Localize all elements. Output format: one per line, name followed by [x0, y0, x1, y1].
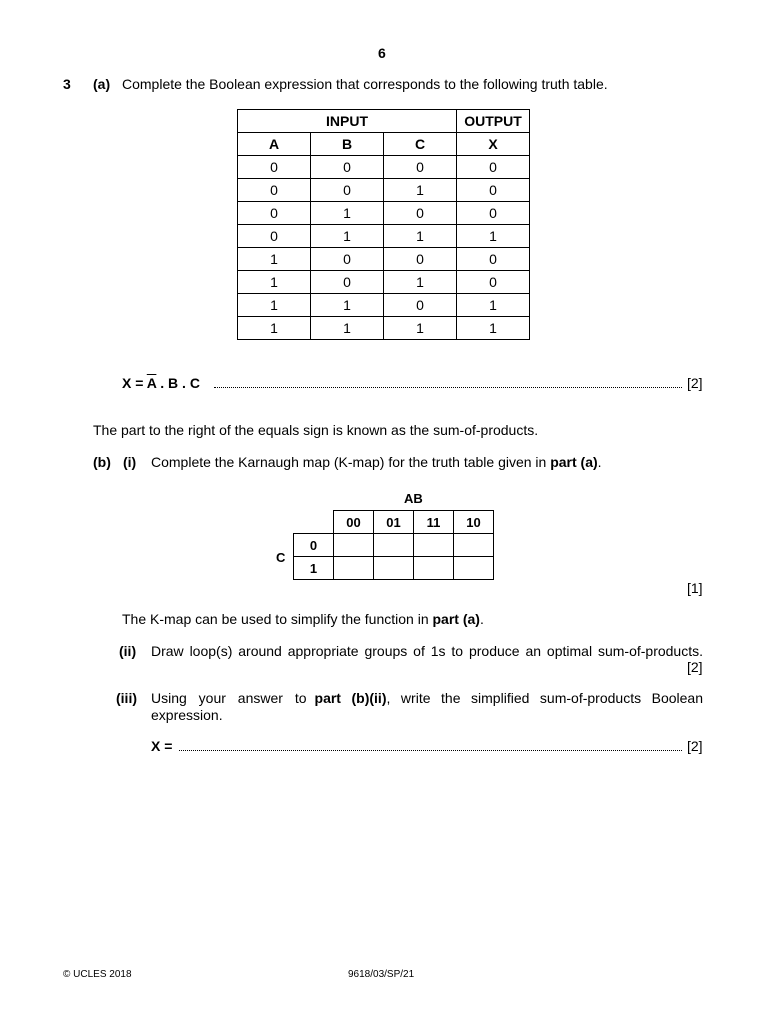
table-cell: 1	[384, 225, 457, 248]
kmap-note-bold: part (a)	[432, 611, 480, 627]
kmap-side-label: C	[276, 550, 286, 565]
truth-table-column-header	[238, 133, 530, 156]
part-b-label: (b)	[93, 454, 111, 470]
part-b-iii-line1-pre: Using your answer to	[151, 690, 307, 706]
kmap-header-row	[294, 511, 494, 534]
table-cell: 1	[457, 294, 530, 317]
column-header-b: B	[311, 133, 384, 156]
table-cell: 1	[238, 317, 311, 340]
table-cell: 0	[311, 248, 384, 271]
sop-note: The part to the right of the equals sign is known as the sum-of-products.	[93, 422, 539, 438]
answer-b-iii-line[interactable]	[179, 750, 682, 751]
table-cell: 1	[311, 202, 384, 225]
marks-b-ii: [2]	[687, 659, 703, 675]
footer-copyright: © UCLES 2018	[63, 969, 132, 980]
table-cell: 1	[238, 294, 311, 317]
table-cell: 0	[384, 156, 457, 179]
part-a-text: Complete the Boolean expression that corresponds to the following truth table.	[122, 76, 608, 92]
table-cell: 0	[238, 156, 311, 179]
table-cell: 0	[384, 248, 457, 271]
input-group-header: INPUT	[238, 110, 457, 133]
table-cell: 1	[457, 317, 530, 340]
question-number: 3	[63, 76, 71, 92]
kmap-cell[interactable]	[374, 557, 414, 580]
part-b-iii-line2: expression.	[151, 707, 223, 723]
table-cell: 1	[311, 317, 384, 340]
kmap-note-pre: The K-map can be used to simplify the function in	[122, 611, 433, 627]
kmap-row	[294, 534, 494, 557]
answer-a-term-rest: . B . C	[160, 375, 200, 391]
table-row	[238, 179, 530, 202]
kmap-col-header: 01	[374, 511, 414, 534]
answer-a-x-label: X =	[122, 375, 144, 391]
answer-a-line[interactable]	[214, 387, 682, 388]
table-cell: 0	[384, 294, 457, 317]
table-row	[238, 156, 530, 179]
table-cell: 1	[384, 271, 457, 294]
kmap-col-header: 10	[454, 511, 494, 534]
output-group-header: OUTPUT	[457, 110, 530, 133]
part-b-i-label: (i)	[123, 454, 137, 470]
part-a-label: (a)	[93, 76, 111, 92]
table-row	[238, 271, 530, 294]
table-cell: 0	[311, 179, 384, 202]
part-b-iii-label: (iii)	[116, 690, 137, 706]
table-cell: 0	[311, 156, 384, 179]
table-cell: 1	[384, 317, 457, 340]
part-b-i-text-post: .	[597, 454, 602, 470]
kmap-col-header: 00	[334, 511, 374, 534]
table-cell: 0	[238, 179, 311, 202]
kmap-cell[interactable]	[414, 557, 454, 580]
part-b-i-text-bold: part (a)	[550, 454, 598, 470]
table-cell: 0	[457, 271, 530, 294]
table-cell: 0	[238, 202, 311, 225]
table-cell: 1	[238, 248, 311, 271]
part-b-ii-label: (ii)	[119, 643, 137, 659]
part-b-iii-line1	[151, 690, 703, 707]
kmap-row-header: 1	[294, 557, 334, 580]
table-cell: 0	[457, 248, 530, 271]
answer-b-iii-x-label: X =	[151, 738, 173, 754]
table-cell: 0	[457, 179, 530, 202]
column-header-x: X	[457, 133, 530, 156]
table-cell: 0	[384, 202, 457, 225]
part-b-i-text	[151, 454, 602, 470]
table-cell: 1	[311, 294, 384, 317]
table-cell: 0	[238, 225, 311, 248]
table-row	[238, 248, 530, 271]
table-cell: 1	[457, 225, 530, 248]
table-row	[238, 225, 530, 248]
table-cell: 1	[238, 271, 311, 294]
table-cell: 1	[311, 225, 384, 248]
kmap-cell[interactable]	[334, 557, 374, 580]
table-row	[238, 202, 530, 225]
table-cell: 0	[311, 271, 384, 294]
kmap-cell[interactable]	[454, 534, 494, 557]
marks-b-i: [1]	[687, 580, 703, 596]
kmap-top-label: AB	[404, 491, 423, 506]
kmap-row-header: 0	[294, 534, 334, 557]
kmap-cell[interactable]	[414, 534, 454, 557]
kmap-row	[294, 557, 494, 580]
table-cell: 1	[384, 179, 457, 202]
table-cell: 0	[457, 156, 530, 179]
kmap-note-post: .	[479, 611, 484, 627]
part-b-iii-line1-post: , write the simplified sum-of-products Boolean	[386, 690, 704, 706]
answer-a-not-a: $\overline{A}$	[146, 375, 157, 391]
marks-b-iii: [2]	[687, 738, 703, 754]
kmap-cell[interactable]	[334, 534, 374, 557]
truth-table	[237, 109, 530, 340]
footer-code: 9618/03/SP/21	[348, 969, 415, 980]
part-b-iii-line1-rest	[307, 690, 703, 707]
table-row	[238, 294, 530, 317]
answer-a-expression	[122, 375, 200, 391]
marks-a: [2]	[687, 375, 703, 391]
kmap-cell[interactable]	[454, 557, 494, 580]
kmap-corner	[294, 511, 334, 534]
truth-table-group-header	[238, 110, 530, 133]
kmap-cell[interactable]	[374, 534, 414, 557]
table-cell: 0	[457, 202, 530, 225]
table-row	[238, 317, 530, 340]
part-b-i-text-pre: Complete the Karnaugh map (K-map) for the truth table given in	[151, 454, 551, 470]
part-b-ii-text: Draw loop(s) around appropriate groups of 1s to produce an optimal sum-of-products.	[151, 643, 703, 659]
column-header-a: A	[238, 133, 311, 156]
kmap-col-header: 11	[414, 511, 454, 534]
kmap-grid	[293, 510, 494, 580]
part-b-iii-line1-bold: part (b)(ii)	[314, 690, 387, 706]
column-header-c: C	[384, 133, 457, 156]
kmap-note	[122, 611, 484, 627]
page-number: 6	[378, 45, 386, 61]
